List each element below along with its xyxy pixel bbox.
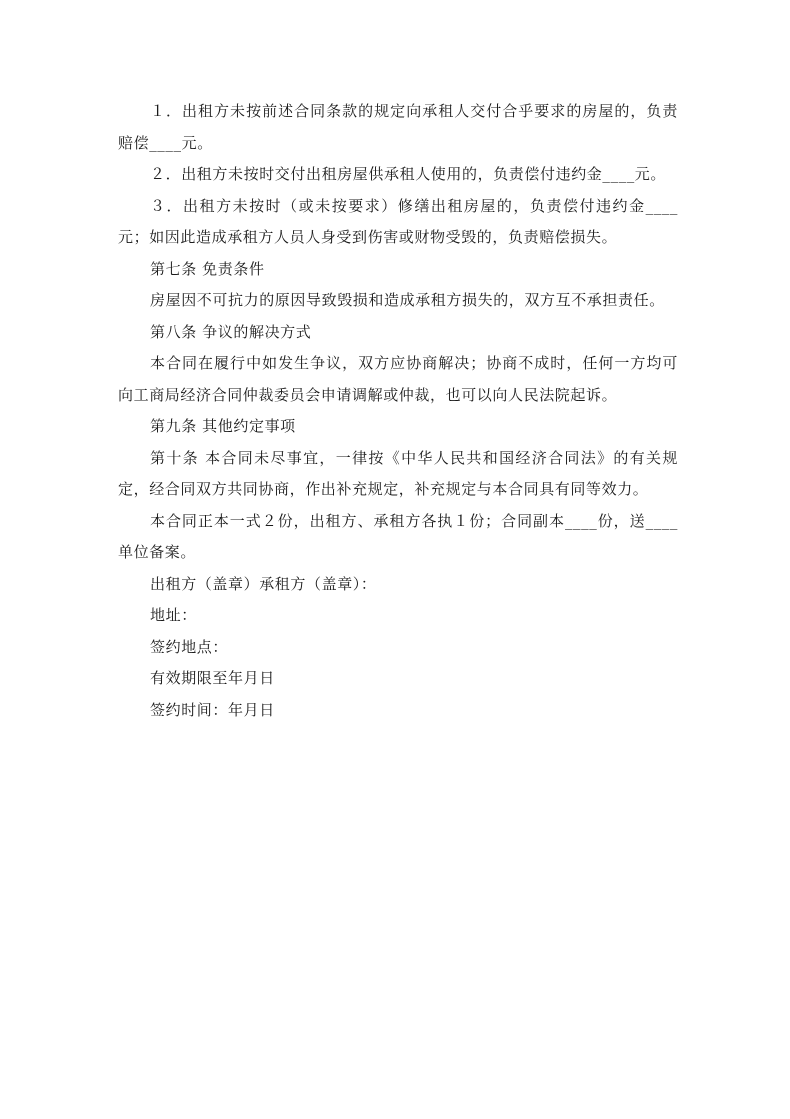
section-heading-9: 第九条 其他约定事项: [150, 417, 296, 435]
section-7-text: 房屋因不可抗力的原因导致毁损和造成承租方损失的，双方互不承担责任。: [150, 291, 665, 309]
clause-item-2: ２．出租方未按时交付出租房屋供承租人使用的，负责偿付违约金____元。: [150, 165, 667, 183]
clause-item-3: ３．出租方未按时（或未按要求）修缮出租房屋的，负责偿付违约金____元；如因此造成承租方人员人身受到伤害或财物受毁的，负责赔偿损失。: [118, 196, 678, 246]
validity-line: 有效期限至年月日: [150, 669, 275, 687]
section-heading-7: 第七条 免责条件: [150, 259, 265, 278]
clause-item-1: １．出租方未按前述合同条款的规定向承租人交付合乎要求的房屋的，负责赔偿____元。: [118, 102, 678, 152]
signing-date-line: 签约时间：年月日: [150, 700, 275, 719]
section-8-text: 本合同在履行中如发生争议，双方应协商解决；协商不成时，任何一方均可向工商局经济合同仲裁委员会申请调解或仲裁，也可以向人民法院起诉。: [118, 354, 678, 404]
signing-place-line: 签约地点：: [150, 637, 229, 656]
section-heading-8: 第八条 争议的解决方式: [150, 322, 312, 341]
address-line: 地址：: [150, 606, 197, 624]
copies-text: 本合同正本一式２份，出租方、承租方各执１份；合同副本____份，送____单位备案。: [118, 511, 678, 561]
document-body: [118, 96, 678, 726]
signature-parties-line: 出租方（盖章）承租方（盖章）：: [150, 574, 377, 593]
section-10-text: 第十条 本合同未尽事宜，一律按《中华人民共和国经济合同法》的有关规定，经合同双方共同协商，作出补充规定，补充规定与本合同具有同等效力。: [118, 448, 678, 498]
